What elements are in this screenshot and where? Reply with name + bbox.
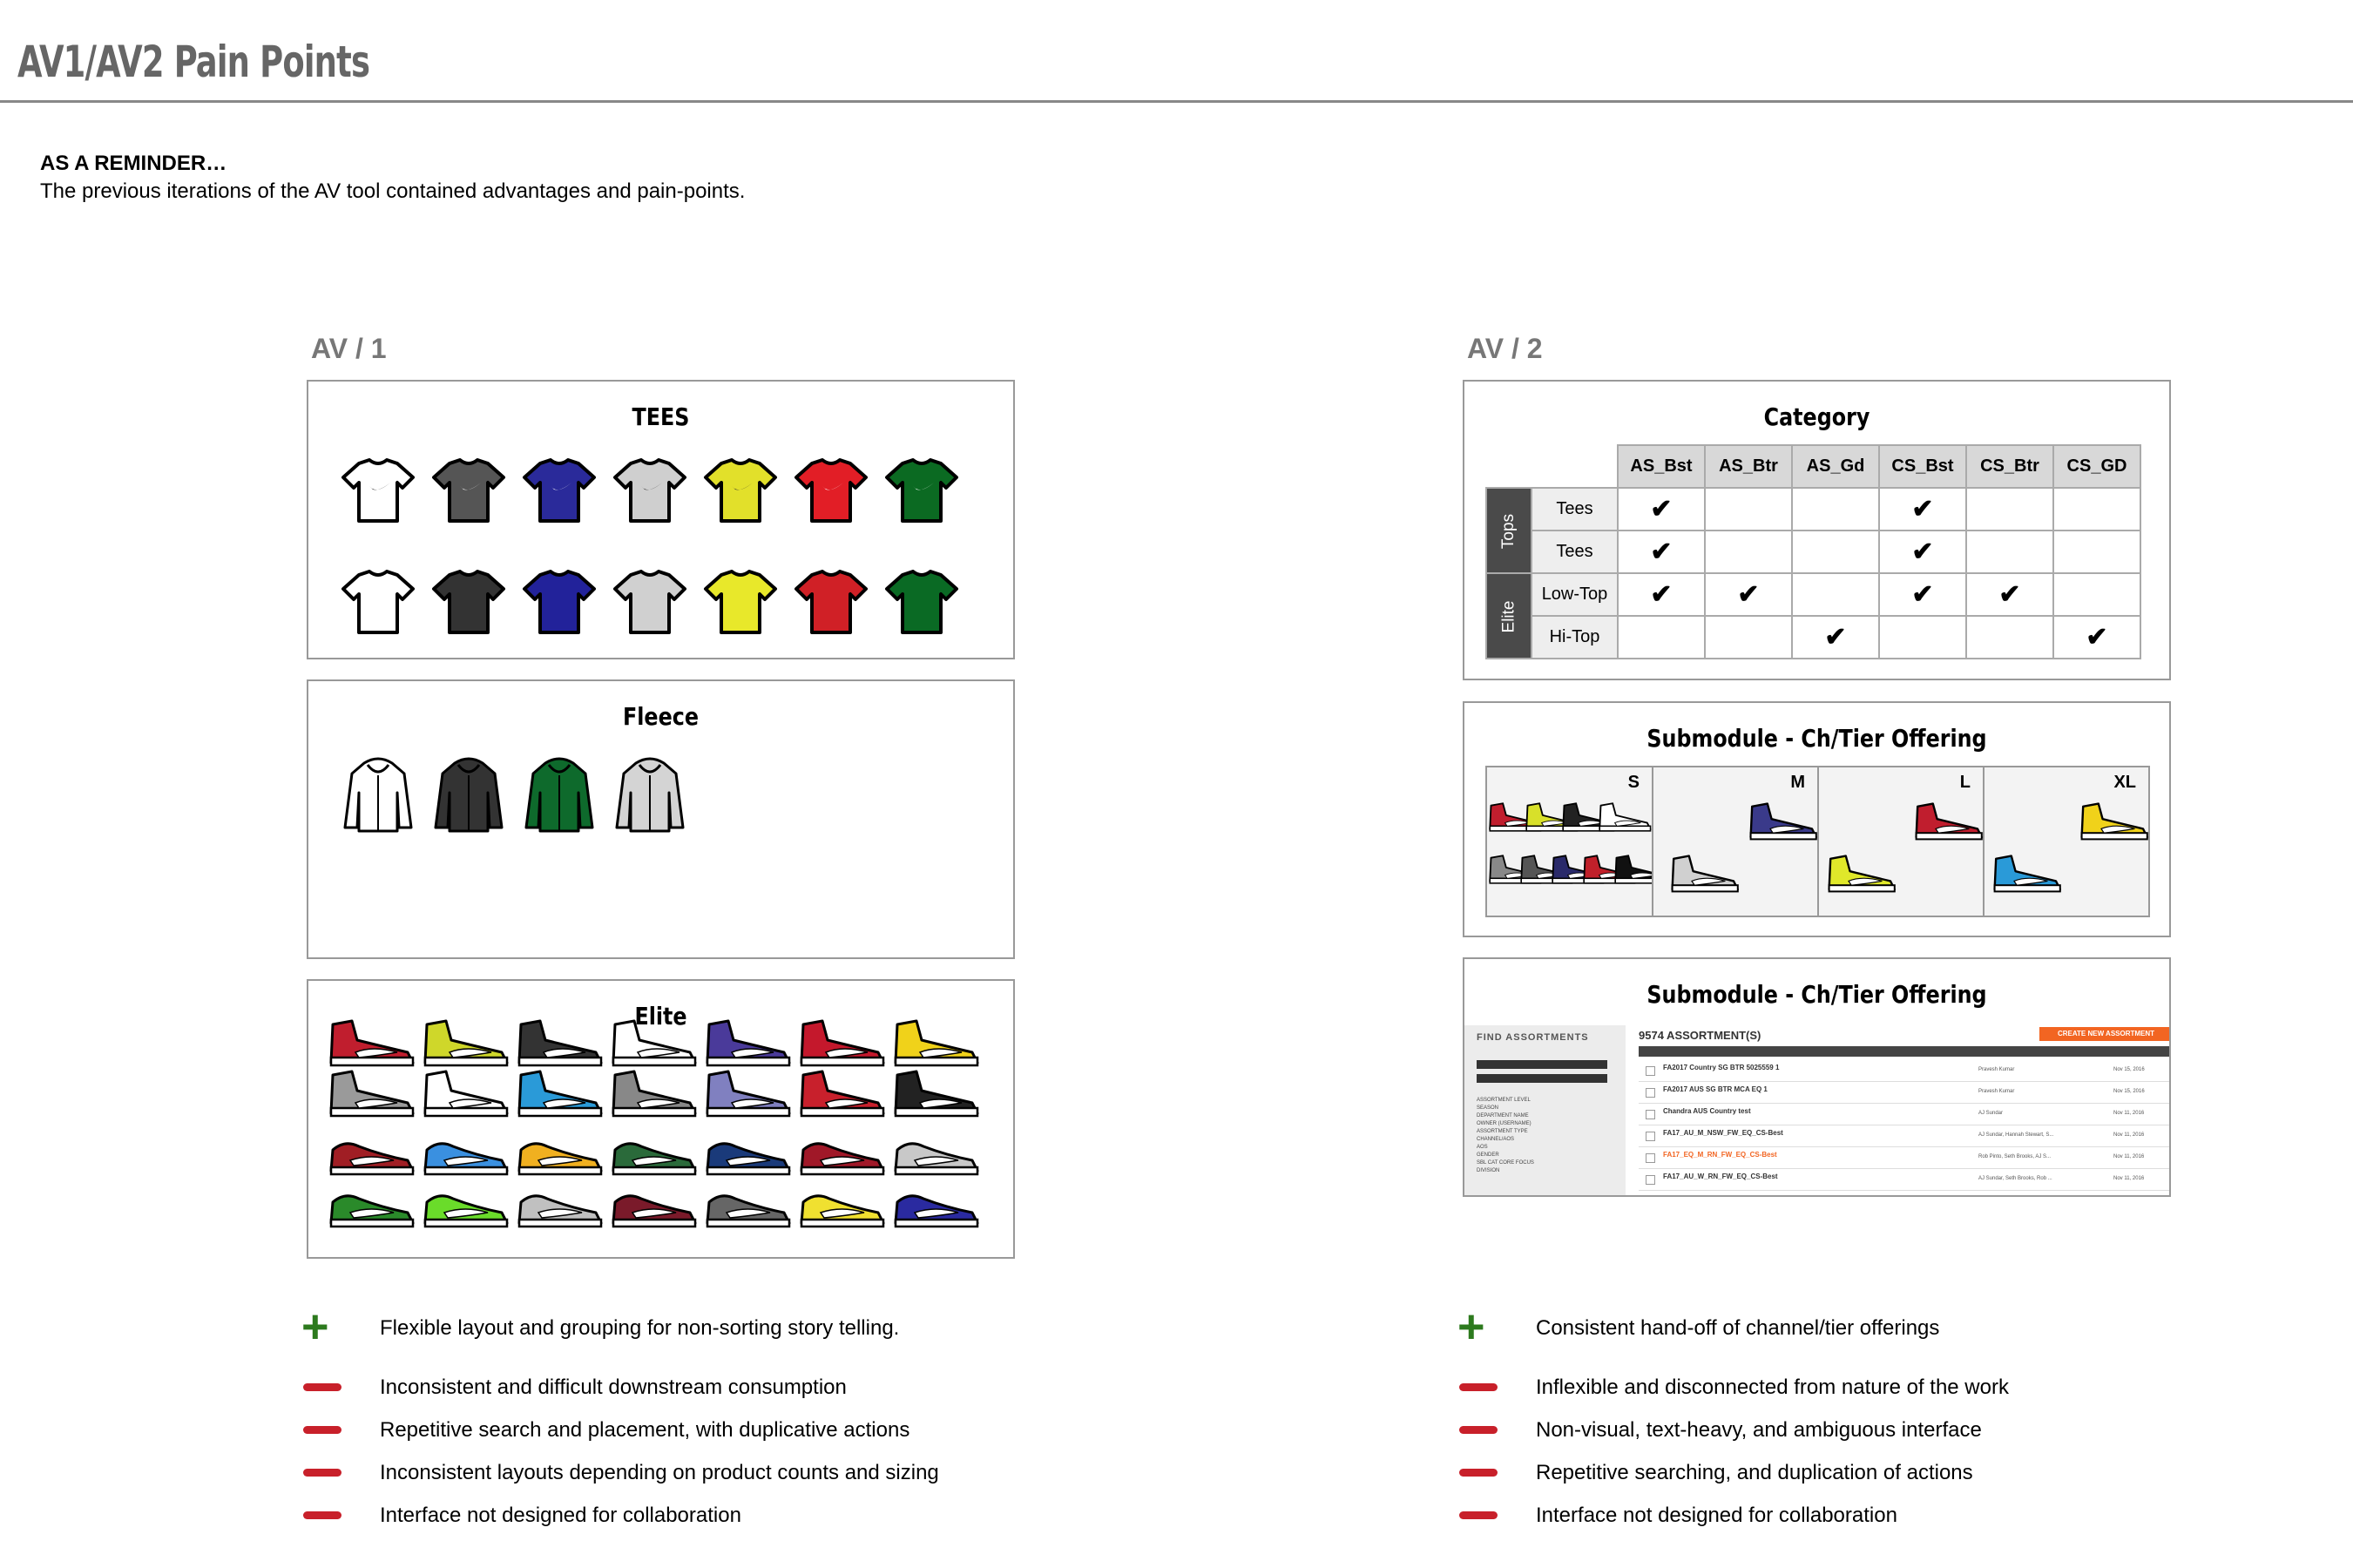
screenshot-filter: ASSORTMENT LEVEL <box>1477 1098 1531 1103</box>
tee-icon <box>434 460 504 521</box>
matrix-cell[interactable] <box>1618 573 1705 616</box>
table-row[interactable] <box>1639 1125 2171 1147</box>
row-checkbox[interactable] <box>1646 1066 1655 1076</box>
low-top-shoe-icon <box>519 1144 601 1174</box>
matrix-cell[interactable] <box>1966 573 2053 616</box>
table-row[interactable] <box>1639 1169 2171 1191</box>
low-top-shoe-icon <box>425 1196 507 1227</box>
row-checkbox[interactable] <box>1646 1110 1655 1119</box>
screenshot-filter: SBL CAT CORE FOCUS <box>1477 1160 1534 1166</box>
tee-icon <box>887 460 957 521</box>
fleece-grid <box>308 681 1013 957</box>
row-checkbox[interactable] <box>1646 1088 1655 1098</box>
av2-con-3: Interface not designed for collaboration <box>1536 1504 1897 1527</box>
checkmark-icon: ✔ <box>2086 623 2108 652</box>
low-top-shoe-icon <box>896 1144 977 1174</box>
tee-icon <box>796 460 866 521</box>
hi-top-shoe-icon <box>1673 856 1738 892</box>
matrix-cell[interactable] <box>1792 573 1879 616</box>
low-top-shoe-icon <box>707 1144 789 1174</box>
av1-con-0: Inconsistent and difficult downstream consumption <box>380 1375 847 1399</box>
low-top-shoe-icon <box>801 1196 883 1227</box>
av2-pro-0: Consistent hand-off of channel/tier offerings <box>1536 1316 1940 1340</box>
elite-title: Elite <box>634 1002 687 1031</box>
av1-con-2: Inconsistent layouts depending on product counts and sizing <box>380 1461 939 1484</box>
matrix-cell[interactable] <box>1705 573 1792 616</box>
assortment-name: FA17_AU_W_RN_FW_EQ_CS-Best <box>1663 1173 1778 1180</box>
av2-heading: AV / 2 <box>1467 333 1543 364</box>
size-cell-xl: XL <box>1984 767 2148 916</box>
tees-grid <box>308 382 1013 658</box>
matrix-cell[interactable] <box>2053 573 2140 616</box>
matrix-cell[interactable] <box>1705 616 1792 659</box>
minus-icon <box>303 1426 341 1434</box>
screenshot-count: 9574 ASSORTMENT(S) <box>1639 1029 1761 1042</box>
assortment-owner: AJ Sundar, Hannah Stewart, S... <box>1978 1132 2054 1138</box>
column-header: AS_Bst <box>1618 445 1705 488</box>
av2-submodule-panel-1 <box>1463 701 2171 937</box>
screenshot-apply-button <box>1477 1074 1607 1083</box>
column-header: CS_Btr <box>1966 445 2053 488</box>
size-cell-m: M <box>1653 767 1819 916</box>
row-checkbox[interactable] <box>1646 1153 1655 1163</box>
av2-con-1: Non-visual, text-heavy, and ambiguous interface <box>1536 1418 1982 1442</box>
screenshot-filter: CHANNEL/AOS <box>1477 1137 1515 1142</box>
hi-top-shoe-icon <box>896 1071 977 1116</box>
tee-icon <box>524 571 594 632</box>
hi-top-shoe-icon <box>331 1071 413 1116</box>
row-checkbox[interactable] <box>1646 1175 1655 1185</box>
table-row[interactable] <box>1639 1147 2171 1169</box>
column-header: CS_GD <box>2053 445 2140 488</box>
low-top-shoe-icon <box>519 1196 601 1227</box>
screenshot-filter: DIVISION <box>1477 1168 1500 1173</box>
checkmark-icon: ✔ <box>1911 495 1934 524</box>
assortment-name: FA17_EQ_M_RN_FW_EQ_CS-Best <box>1663 1151 1777 1159</box>
assortment-date: Nov 15, 2016 <box>2113 1067 2145 1072</box>
row-checkbox[interactable] <box>1646 1132 1655 1141</box>
tees-title: TEES <box>632 402 690 431</box>
av2-con-2: Repetitive searching, and duplication of actions <box>1536 1461 1973 1484</box>
av1-con-3: Interface not designed for collaboration <box>380 1504 741 1527</box>
row-label: Hi-Top <box>1531 616 1618 659</box>
hi-top-shoe-icon <box>1995 856 2060 892</box>
checkmark-icon: ✔ <box>1911 537 1934 566</box>
submodule-title: Submodule - Ch/Tier Offering <box>1646 980 1987 1009</box>
hi-top-shoe-icon <box>1751 804 1816 840</box>
screenshot-filter: OWNER (USERNAME) <box>1477 1121 1531 1126</box>
matrix-cell[interactable] <box>1879 573 1966 616</box>
minus-icon <box>303 1469 341 1477</box>
checkmark-icon: ✔ <box>1824 623 1847 652</box>
matrix-cell[interactable] <box>1618 488 1705 531</box>
av1-heading: AV / 1 <box>311 333 387 364</box>
table-row[interactable] <box>1639 1060 2171 1082</box>
size-tier-strip <box>1485 766 2150 917</box>
row-label: Tees <box>1531 531 1618 573</box>
assortment-date: Nov 15, 2016 <box>2113 1089 2145 1094</box>
assortment-owner: Rob Pinto, Seth Brooks, AJ S... <box>1978 1154 2052 1159</box>
checkmark-icon: ✔ <box>1998 580 2021 609</box>
column-header: CS_Bst <box>1879 445 1966 488</box>
tee-icon <box>343 460 413 521</box>
hi-top-shoe-icon <box>519 1071 601 1116</box>
minus-icon <box>303 1383 341 1391</box>
screenshot-sidebar <box>1464 1025 1626 1197</box>
assortment-owner: Pravesh Kumar <box>1978 1067 2015 1072</box>
matrix-cell[interactable] <box>2053 531 2140 573</box>
screenshot-filter: SEASON <box>1477 1105 1499 1111</box>
matrix-cell[interactable] <box>1618 531 1705 573</box>
assortment-owner: AJ Sundar <box>1978 1111 2004 1116</box>
tee-icon <box>706 460 775 521</box>
size-cell-s: S <box>1487 767 1653 916</box>
matrix-cell[interactable] <box>1966 488 2053 531</box>
minus-icon <box>1459 1469 1498 1477</box>
reminder-text: The previous iterations of the AV tool contained advantages and pain-points. <box>40 179 746 203</box>
group-label-elite: Elite <box>1486 573 1531 659</box>
row-label: Low-Top <box>1531 573 1618 616</box>
assortment-date: Nov 11, 2016 <box>2113 1176 2145 1181</box>
av1-elite-panel <box>307 979 1015 1259</box>
screenshot-filters <box>1477 1097 1534 1175</box>
size-l-shoes <box>1819 767 1983 916</box>
minus-icon <box>303 1511 341 1519</box>
low-top-shoe-icon <box>331 1196 413 1227</box>
reminder-heading: AS A REMINDER… <box>40 152 227 175</box>
screenshot-sidebar-title: FIND ASSORTMENTS <box>1477 1032 1589 1043</box>
matrix-cell[interactable] <box>1792 531 1879 573</box>
assortment-name: FA2017 AUS SG BTR MCA EQ 1 <box>1663 1085 1768 1093</box>
screenshot-filter: GENDER <box>1477 1152 1499 1158</box>
minus-icon <box>1459 1511 1498 1519</box>
table-row[interactable] <box>1639 1082 2171 1104</box>
tee-icon <box>615 460 685 521</box>
hi-top-shoe-icon <box>1615 855 1652 883</box>
av1-fleece-panel <box>307 679 1015 959</box>
category-title: Category <box>1763 402 1870 431</box>
checkmark-icon: ✔ <box>1650 537 1673 566</box>
hi-top-shoe-icon <box>1917 804 1982 840</box>
matrix-cell[interactable] <box>1705 488 1792 531</box>
tee-icon <box>434 571 504 632</box>
page-title: AV1/AV2 Pain Points <box>17 37 370 87</box>
matrix-cell[interactable] <box>1879 616 1966 659</box>
low-top-shoe-icon <box>331 1144 413 1174</box>
assortment-name: Chandra AUS Country test <box>1663 1107 1751 1115</box>
tee-icon <box>524 460 594 521</box>
size-cell-l: L <box>1819 767 1984 916</box>
fleece-icon <box>436 759 502 831</box>
category-matrix <box>1485 444 2141 659</box>
tee-icon <box>887 571 957 632</box>
column-header: AS_Btr <box>1705 445 1792 488</box>
matrix-cell[interactable] <box>2053 616 2140 659</box>
hi-top-shoe-icon <box>1829 856 1895 892</box>
assortment-owner: AJ Sundar, Seth Brooks, Rob ... <box>1978 1176 2052 1181</box>
hi-top-shoe-icon <box>1599 803 1650 831</box>
matrix-cell[interactable] <box>1966 616 2053 659</box>
assortment-date: Nov 11, 2016 <box>2113 1111 2145 1116</box>
assortment-name: FA2017 Country SG BTR 5025559 1 <box>1663 1064 1780 1071</box>
minus-icon <box>1459 1426 1498 1434</box>
low-top-shoe-icon <box>896 1196 977 1227</box>
row-label: Tees <box>1531 488 1618 531</box>
checkmark-icon: ✔ <box>1911 580 1934 609</box>
hi-top-shoe-icon <box>801 1071 883 1116</box>
matrix-cell[interactable] <box>1966 531 2053 573</box>
plus-icon: + <box>301 1301 329 1353</box>
fleece-icon <box>526 759 592 831</box>
minus-icon <box>1459 1383 1498 1391</box>
fleece-icon <box>617 759 683 831</box>
fleece-title: Fleece <box>623 702 699 731</box>
assortment-name: FA17_AU_M_NSW_FW_EQ_CS-Best <box>1663 1129 1783 1137</box>
low-top-shoe-icon <box>613 1144 695 1174</box>
tee-icon <box>615 571 685 632</box>
screenshot-search-button <box>1477 1060 1607 1069</box>
low-top-shoe-icon <box>425 1144 507 1174</box>
assortment-screenshot <box>1464 1025 2171 1197</box>
column-header: AS_Gd <box>1792 445 1879 488</box>
screenshot-filter: DEPARTMENT NAME <box>1477 1113 1529 1119</box>
av2-category-panel <box>1463 380 2171 680</box>
screenshot-table <box>1639 1060 2171 1191</box>
checkmark-icon: ✔ <box>1737 580 1760 609</box>
matrix-cell[interactable] <box>1879 488 1966 531</box>
submodule-title: Submodule - Ch/Tier Offering <box>1646 724 1987 753</box>
low-top-shoe-icon <box>801 1144 883 1174</box>
av1-tees-panel <box>307 380 1015 659</box>
assortment-date: Nov 11, 2016 <box>2113 1132 2145 1138</box>
matrix-cell[interactable] <box>1792 616 1879 659</box>
assortment-owner: Pravesh Kumar <box>1978 1089 2015 1094</box>
hi-top-shoe-icon <box>707 1071 789 1116</box>
tee-icon <box>706 571 775 632</box>
tee-icon <box>796 571 866 632</box>
matrix-cell[interactable] <box>1618 616 1705 659</box>
fleece-icon <box>345 759 411 831</box>
table-row[interactable] <box>1639 1104 2171 1125</box>
av1-con-1: Repetitive search and placement, with duplicative actions <box>380 1418 910 1442</box>
av2-con-0: Inflexible and disconnected from nature of the work <box>1536 1375 2009 1399</box>
matrix-cell[interactable] <box>1879 531 1966 573</box>
hi-top-shoe-icon <box>613 1071 695 1116</box>
size-s-shoes <box>1487 767 1652 916</box>
group-label-tops: Tops <box>1486 488 1531 573</box>
plus-icon: + <box>1457 1301 1485 1353</box>
tee-icon <box>343 571 413 632</box>
matrix-cell[interactable] <box>1705 531 1792 573</box>
matrix-cell[interactable] <box>2053 488 2140 531</box>
low-top-shoe-icon <box>613 1196 695 1227</box>
screenshot-create-button: CREATE NEW ASSORTMENT <box>2039 1027 2171 1041</box>
low-top-shoe-icon <box>707 1196 789 1227</box>
hi-top-shoe-icon <box>2082 804 2147 840</box>
hi-top-shoe-icon <box>425 1071 507 1116</box>
screenshot-filter: AOS <box>1477 1145 1488 1150</box>
screenshot-filter: ASSORTMENT TYPE <box>1477 1129 1528 1134</box>
assortment-date: Nov 11, 2016 <box>2113 1154 2145 1159</box>
av1-pro-0: Flexible layout and grouping for non-sorting story telling. <box>380 1316 900 1340</box>
screenshot-table-header <box>1639 1046 2171 1057</box>
av2-submodule-panel-2 <box>1463 957 2171 1197</box>
title-divider <box>0 100 2353 103</box>
matrix-cell[interactable] <box>1792 488 1879 531</box>
checkmark-icon: ✔ <box>1650 580 1673 609</box>
checkmark-icon: ✔ <box>1650 495 1673 524</box>
